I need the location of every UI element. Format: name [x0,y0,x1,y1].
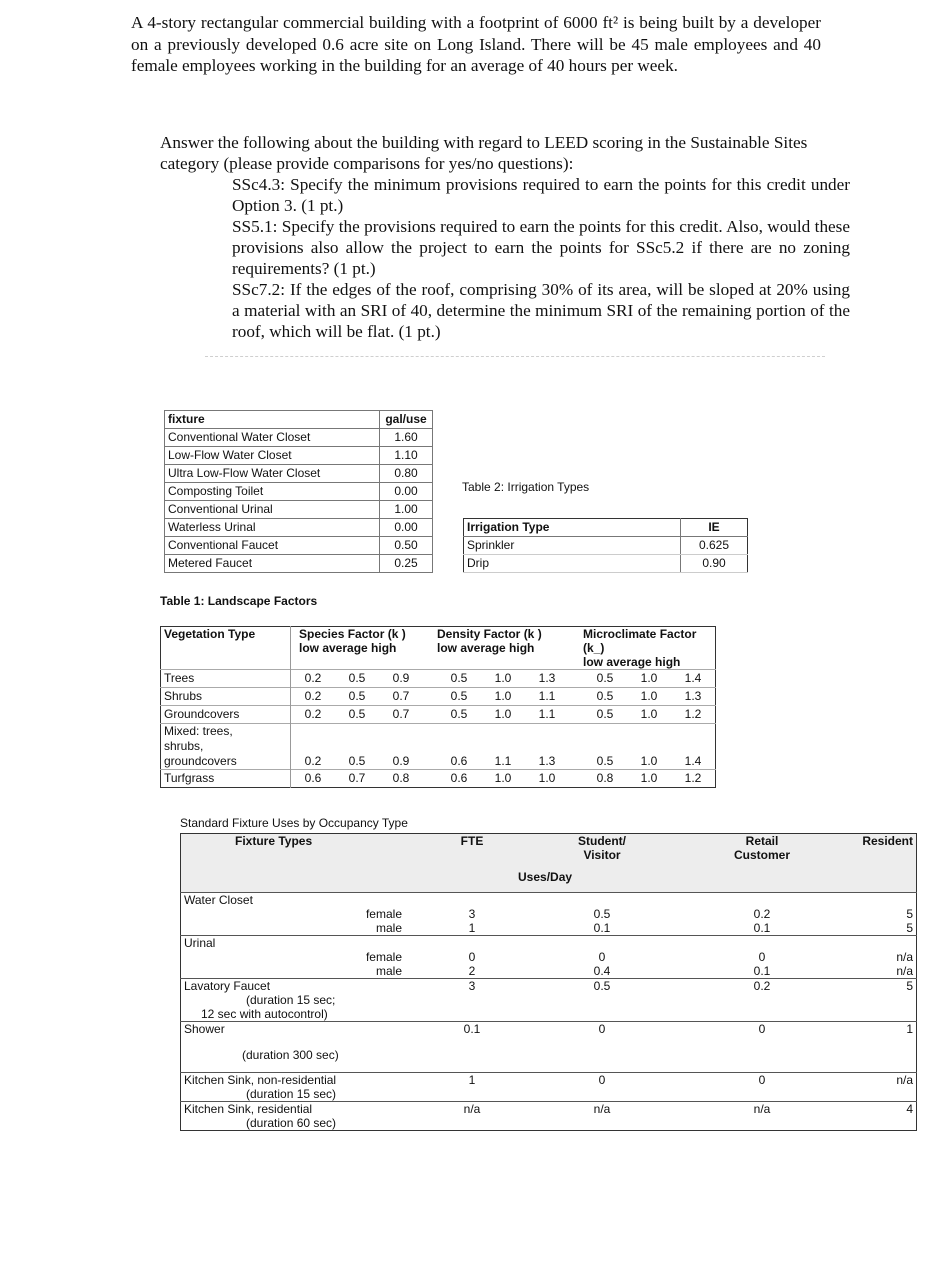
cell: 0.5 [335,706,379,724]
cell: 1.3 [671,688,716,706]
cell: Trees [161,670,291,688]
problem-intro: A 4-story rectangular commercial building with a footprint of 6000 ft² is being built by a developer on a previously developed 0.6 acre site on Long Island. There will be 45 male employees and 40 female employees working in the building for an average of 40 hours per week. [131,13,821,75]
duration-note: (duration 300 sec) [242,1048,339,1062]
fixture-label: Shower [184,1022,225,1036]
duration-note: (duration 15 sec; [246,993,336,1007]
cell: male [375,964,402,978]
header-cell: Retail Customer [694,834,830,871]
cell: n/a [896,950,913,964]
cell: 0.1 [753,921,771,935]
header-cell [583,627,716,670]
caption-text: Table 1: Landscape Factors [160,594,318,608]
cell: 1.0 [481,706,525,724]
cell: Groundcovers [161,706,291,724]
fixture-label: Lavatory Faucet [184,979,271,993]
cell: 0.5 [437,670,481,688]
cell: Shrubs [161,688,291,706]
cell: 5 [906,907,913,921]
uses-table-title: Standard Fixture Uses by Occupancy Type [180,816,408,830]
cell: n/a [510,1102,694,1131]
veg-line: Mixed: trees, [164,724,233,738]
table-row [181,907,917,921]
cell: 1.1 [525,706,569,724]
fixture-label: Kitchen Sink, non-residential [184,1073,337,1087]
irrigation-table [463,518,748,573]
cell: 3 [434,979,510,1022]
header-cell: Resident [830,834,917,871]
divider [205,356,825,357]
cell: 1.2 [671,770,716,788]
cell: 0.2 [291,688,336,706]
microclimate-header: Microclimate Factor (k_) [583,627,697,655]
fixture-label: Kitchen Sink, residential [184,1102,313,1116]
cell: Conventional Water Closet [165,429,380,447]
table-row [181,1073,917,1102]
table-row [464,537,748,555]
cell: n/a [434,1102,510,1131]
cell: 0.00 [380,519,433,537]
cell: 2 [468,964,476,978]
cell: 1.4 [671,670,716,688]
cell: 0.5 [437,706,481,724]
cell [181,1022,435,1073]
cell: 1.0 [627,770,671,788]
header-cell [437,627,569,670]
cell: 4 [830,1102,917,1131]
table-row [161,724,716,770]
cell: 5 [830,979,917,1022]
cell: 0.6 [291,770,336,788]
table-row [165,555,433,573]
cell: 0.8 [379,770,423,788]
duration-note: (duration 60 sec) [246,1116,337,1130]
cell: 0.2 [291,670,336,688]
header-cell: Student/ Visitor [510,834,694,871]
cell: Low-Flow Water Closet [165,447,380,465]
header-cell [291,627,424,670]
header-cell: Fixture Types [181,834,435,871]
cell [181,1073,435,1102]
cell: 0 [510,1022,694,1073]
cell: 0.5 [593,907,611,921]
table-row [181,921,917,936]
cell: 0.5 [510,979,694,1022]
table-row [181,964,917,979]
cell: 0.7 [335,770,379,788]
cell: 0 [510,1073,694,1102]
table-row [165,483,433,501]
veg-line: shrubs, [164,739,204,753]
duration-note: (duration 15 sec) [246,1087,337,1101]
header-cell: gal/use [380,411,433,429]
cell: 0.1 [753,964,771,978]
cell: 0 [468,950,476,964]
header-cell: IE [681,519,748,537]
cell: Drip [464,555,681,573]
cell: 1.1 [481,724,525,770]
irrigation-table-caption: Table 2: Irrigation Types [462,480,590,494]
cell: 1.0 [627,706,671,724]
cell: 1 [434,1073,510,1102]
cell: Ultra Low-Flow Water Closet [165,465,380,483]
cell: 0.9 [379,670,423,688]
density-subheader: low average high [437,641,535,655]
cell: Waterless Urinal [165,519,380,537]
cell: 1.0 [627,688,671,706]
cell: 5 [906,921,913,935]
table-row [165,501,433,519]
cell: female [365,950,402,964]
cell: 0.90 [681,555,748,573]
cell: 1.3 [525,724,569,770]
cell: 1.0 [481,688,525,706]
cell: Urinal [181,936,435,951]
table-row [161,688,716,706]
cell: n/a [694,1102,830,1131]
cell: 1.0 [627,724,671,770]
cell: 0.5 [335,724,379,770]
cell: 0.7 [379,706,423,724]
cell: 0 [598,950,606,964]
cell: 0.7 [379,688,423,706]
cell: Composting Toilet [165,483,380,501]
table-row [165,447,433,465]
fixture-table [164,410,433,573]
landscape-factors-table [160,626,716,788]
fixture-uses-table [180,833,917,1131]
table-row [181,1022,917,1073]
cell: 0.5 [583,724,627,770]
table-row [165,537,433,555]
question-ssc7-2: SSc7.2: If the edges of the roof, comprising 30% of its area, will be sloped at 20% using a material with an SRI of 40, determine the minimum SRI of the remaining portion of the roof, which will be flat. (1 pt.) [232,280,850,341]
uses-per-day-label: Uses/Day [434,870,694,893]
cell: 1.00 [380,501,433,519]
cell: 1.60 [380,429,433,447]
table-row [165,465,433,483]
cell: 1.4 [671,724,716,770]
table-row [161,706,716,724]
cell: 0.6 [437,724,481,770]
cell: 0.50 [380,537,433,555]
cell: Water Closet [181,893,435,908]
cell: male [375,921,402,935]
table-row [181,893,917,908]
cell: 0.5 [335,688,379,706]
table-row [165,429,433,447]
cell [181,979,435,1022]
cell: 0.00 [380,483,433,501]
cell: 0.5 [583,706,627,724]
cell: 1 [830,1022,917,1073]
header-cell: fixture [165,411,380,429]
question-block [160,132,850,342]
table-header-row [464,519,748,537]
cell: Conventional Urinal [165,501,380,519]
table-row [181,950,917,964]
cell: n/a [830,1073,917,1102]
cell: 1.0 [525,770,569,788]
duration-note: 12 sec with autocontrol) [201,1007,328,1021]
cell: 1.0 [627,670,671,688]
table-row [161,770,716,788]
cell [181,1102,435,1131]
cell: 0.2 [694,979,830,1022]
cell: 0.8 [583,770,627,788]
table-row [165,519,433,537]
cell: Sprinkler [464,537,681,555]
table-row [181,936,917,951]
cell: Turfgrass [161,770,291,788]
cell: 0.4 [593,964,611,978]
cell: 0.80 [380,465,433,483]
table-row [464,555,748,573]
table-header-row [181,834,917,871]
cell: 0 [694,1073,830,1102]
table-row [181,1102,917,1131]
table-header-row [165,411,433,429]
table-row [161,670,716,688]
header-cell: FTE [434,834,510,871]
density-header: Density Factor (k ) [437,627,542,641]
cell: 1 [468,921,476,935]
cell [161,724,291,770]
cell: 1.0 [481,770,525,788]
cell: 0.5 [437,688,481,706]
instructions: Answer the following about the building with regard to LEED scoring in the Sustainable Sites category (please provide comparisons for yes/no questions): [160,133,808,173]
cell: 3 [468,907,476,921]
cell: 0 [758,950,766,964]
cell: Conventional Faucet [165,537,380,555]
cell: 0.2 [291,724,336,770]
microclimate-subheader: low average high [583,655,681,669]
cell: 0.9 [379,724,423,770]
species-subheader: low average high [299,641,397,655]
cell: 0.5 [583,670,627,688]
question-ssc4-3: SSc4.3: Specify the minimum provisions required to earn the points for this credit under Option 3. (1 pt.) [232,175,850,215]
cell: 1.10 [380,447,433,465]
cell: 0.25 [380,555,433,573]
cell: 1.2 [671,706,716,724]
header-cell: Irrigation Type [464,519,681,537]
landscape-table-caption [160,594,317,608]
cell: 0.625 [681,537,748,555]
table-header-row [161,627,716,670]
cell: Metered Faucet [165,555,380,573]
cell: 0.1 [434,1022,510,1073]
table-row [181,979,917,1022]
cell: 1.1 [525,688,569,706]
species-header: Species Factor (k ) [299,627,406,641]
veg-line: groundcovers [164,754,237,768]
cell: 0.6 [437,770,481,788]
cell: 0.5 [583,688,627,706]
cell: n/a [896,964,913,978]
cell: 1.0 [481,670,525,688]
cell: 0.2 [753,907,771,921]
cell: 0.2 [291,706,336,724]
header-cell: Vegetation Type [161,627,291,670]
cell: female [365,907,402,921]
cell: 0 [694,1022,830,1073]
cell: 1.3 [525,670,569,688]
cell: 0.5 [335,670,379,688]
question-ss5-1: SS5.1: Specify the provisions required to earn the points for this credit. Also, would these provisions also allow the project to earn the points for SSc5.2 if there are no zoning requirements? (1 pt.) [232,217,850,278]
cell: 0.1 [593,921,611,935]
subheader-row [181,870,917,893]
